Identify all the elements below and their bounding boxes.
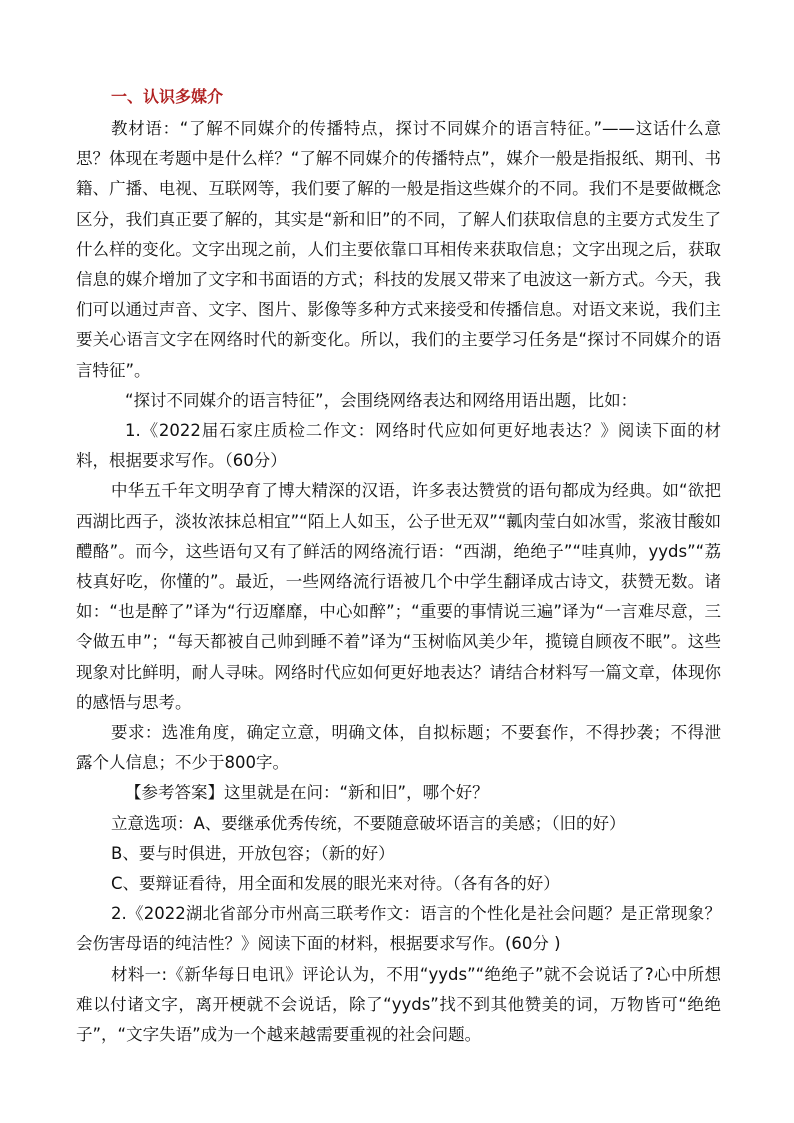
- option-c: C、要辩证看待，用全面和发展的眼光来对待。（各有各的好）: [111, 874, 560, 894]
- option-a: 立意选项：A、要继承优秀传统，不要随意破坏语言的美感；（旧的好）: [111, 813, 626, 833]
- question-1-material: 中华五千年文明孕育了博大精深的汉语，许多表达赞赏的语句都成为经典。如“欲把西湖比西子，淡妆浓抹总相宜”“陌上人如玉，公子世无双”“瓤肉莹白如冰雪，浆液甘酸如醴酪”。而今，这些语句又有了鲜活的网络流行语：“西湖，绝绝子”“哇真帅，yyds”“荔枝真好吃，你懂的”。最近，一些网络流行语被几个中学生翻译成古诗文，获赞无数。诸如：“也是醉了”译为“行迈靡靡，中心如醉”；“重要的事情说三遍”译为“一言难尽意，三令做五申”；“每天都被自己帅到睡不着”译为“玉树临风美少年，揽镜自顾夜不眠”。这些现象对比鲜明，耐人寻味。网络时代应如何更好地表达？请结合材料写一篇文章，体现你的感悟与思考。: [76, 481, 721, 712]
- question-1-requirements: 要求：选准角度，确定立意，明确文体，自拟标题；不要套作，不得抄袭；不得泄露个人信息；不少于800字。: [76, 723, 721, 773]
- intro-paragraph: 教材语：“了解不同媒介的传播特点，探讨不同媒介的语言特征。”——这话什么意思？体现在考题中是什么样？“了解不同媒介的传播特点”，媒介一般是指报纸、期刊、书籍、广播、电视、互联网等，我们要了解的一般是指这些媒介的不同。我们不是要做概念区分，我们真正要了解的，其实是“新和旧”的不同，了解人们获取信息的主要方式发生了什么样的变化。文字出现之前，人们主要依靠口耳相传来获取信息；文字出现之后，获取信息的媒介增加了文字和书面语的方式；科技的发展又带来了电波这一新方式。今天，我们可以通过声音、文字、图片、影像等多种方式来接受和传播信息。对语文来说，我们主要关心语言文字在网络时代的新变化。所以，我们的主要学习任务是“探讨不同媒介的语言特征”。: [76, 119, 721, 380]
- transition-paragraph: “探讨不同媒介的语言特征”，会围绕网络表达和网络用语出题，比如：: [125, 390, 638, 410]
- question-2-material: 材料一:《新华每日电讯》评论认为，不用“yyds”“绝绝子”就不会说话了?心中所想难以付诸文字，离开梗就不会说话，除了“yyds”找不到其他赞美的词，万物皆可“绝绝子”，“文字失语”成为一个越来越需要重视的社会问题。: [76, 964, 721, 1045]
- section-heading: 一、认识多媒介: [111, 87, 224, 106]
- question-2-title: 2.《2022湖北省部分市州高三联考作文：语言的个性化是社会问题？是正常现象？会伤害母语的纯洁性？》阅读下面的材料，根据要求写作。(60分 ): [76, 904, 721, 954]
- reference-answer: 【参考答案】这里就是在问：“新和旧”，哪个好？: [125, 783, 489, 803]
- document-body: [76, 114, 721, 1050]
- option-b: B、要与时俱进，开放包容；（新的好）: [111, 843, 395, 863]
- question-1-title: 1.《2022届石家庄质检二作文：网络时代应如何更好地表达？》阅读下面的材料，根据要求写作。（60分）: [76, 421, 721, 471]
